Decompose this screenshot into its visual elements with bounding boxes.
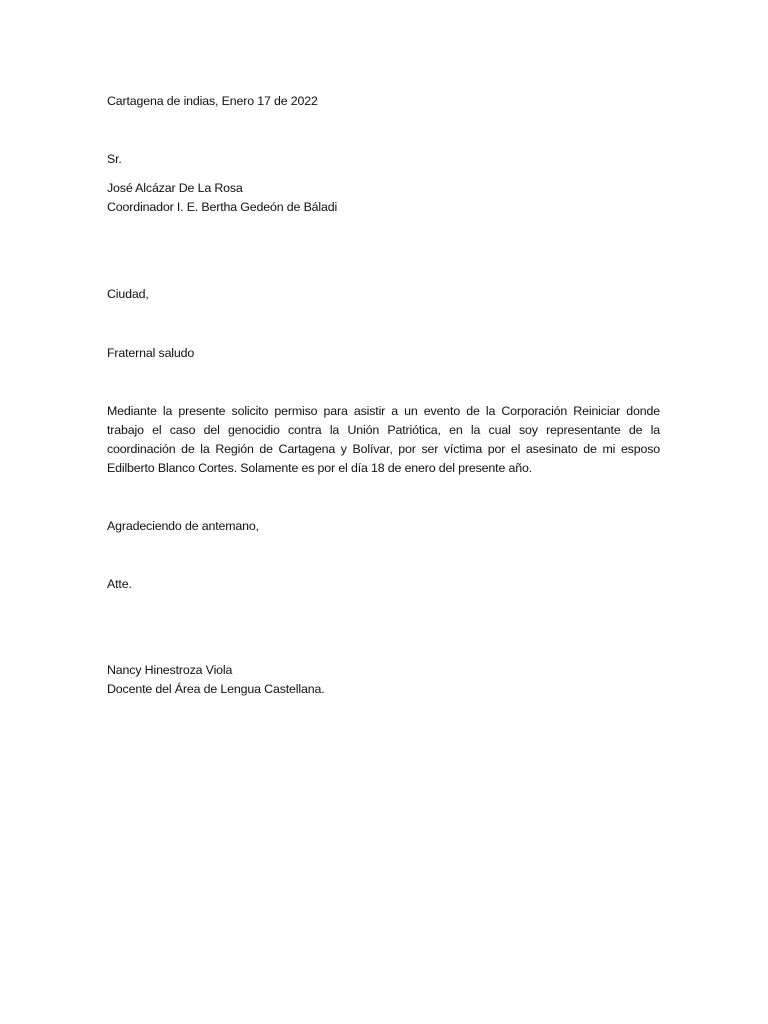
body-line: trabajo el caso del genocidio contra la Unión Patriótica, en la cual soy representante de la bbox=[107, 423, 660, 437]
greeting: Fraternal saludo bbox=[107, 346, 195, 360]
signer-role: Docente del Área de Lengua Castellana. bbox=[107, 682, 325, 696]
city-line: Ciudad, bbox=[107, 287, 149, 301]
thanks-line: Agradeciendo de antemano, bbox=[107, 519, 259, 533]
body-paragraph bbox=[107, 402, 660, 478]
recipient-name: José Alcázar De La Rosa bbox=[107, 181, 243, 195]
body-line: coordinación de la Región de Cartagena y Bolívar, por ser víctima por el asesinato de mi esposo bbox=[107, 442, 660, 456]
closing-line: Atte. bbox=[107, 577, 132, 591]
recipient-role: Coordinador I. E. Bertha Gedeón de Báladi bbox=[107, 200, 338, 214]
signer-name: Nancy Hinestroza Viola bbox=[107, 663, 233, 677]
body-line: Edilberto Blanco Cortes. Solamente es por el día 18 de enero del presente año. bbox=[107, 461, 533, 475]
place-date: Cartagena de indias, Enero 17 de 2022 bbox=[107, 94, 318, 108]
body-line: Mediante la presente solicito permiso para asistir a un evento de la Corporación Reiniciar donde bbox=[107, 404, 660, 418]
salutation-title: Sr. bbox=[107, 152, 122, 166]
